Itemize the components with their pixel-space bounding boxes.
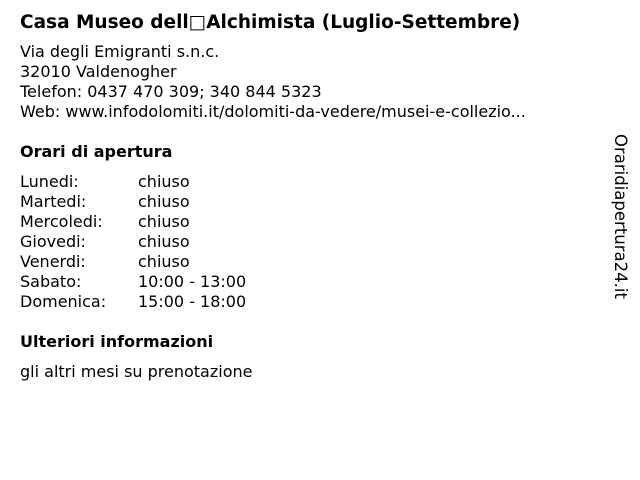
hours-value: chiuso <box>138 232 190 251</box>
hours-value: chiuso <box>138 212 190 231</box>
further-info-text: gli altri mesi su prenotazione <box>20 362 253 381</box>
opening-hours-card <box>20 10 600 382</box>
hours-row <box>20 252 246 272</box>
day-label: Martedi: <box>20 192 87 211</box>
further-info-heading: Ulteriori informazioni <box>20 332 214 351</box>
city-postal: 32010 Valdenogher <box>20 62 177 81</box>
hours-row <box>20 292 246 312</box>
website-link[interactable]: Web: www.infodolomiti.it/dolomiti-da-vedere/musei-e-collezio... <box>20 102 526 121</box>
hours-row <box>20 172 246 192</box>
hours-row <box>20 232 246 252</box>
opening-hours-table <box>20 172 246 312</box>
hours-value: chiuso <box>138 172 190 191</box>
phone-numbers: Telefon: 0437 470 309; 340 844 5323 <box>20 82 322 101</box>
day-label: Sabato: <box>20 272 82 291</box>
hours-value: 10:00 - 13:00 <box>138 272 247 291</box>
address-block <box>20 42 600 122</box>
day-label: Mercoledi: <box>20 212 103 231</box>
opening-hours-heading: Orari di apertura <box>20 142 173 161</box>
page-title: Casa Museo dell□Alchimista (Luglio-Settembre) <box>20 12 521 33</box>
day-label: Venerdi: <box>20 252 86 271</box>
day-label: Domenica: <box>20 292 107 311</box>
hours-value: 15:00 - 18:00 <box>138 292 247 311</box>
hours-value: chiuso <box>138 252 190 271</box>
hours-row <box>20 272 246 292</box>
hours-row <box>20 192 246 212</box>
day-label: Giovedi: <box>20 232 86 251</box>
street-address: Via degli Emigranti s.n.c. <box>20 42 220 61</box>
day-label: Lunedi: <box>20 172 79 191</box>
hours-row <box>20 212 246 232</box>
hours-value: chiuso <box>138 192 190 211</box>
site-watermark: Oraridiapertura24.it <box>611 134 630 299</box>
